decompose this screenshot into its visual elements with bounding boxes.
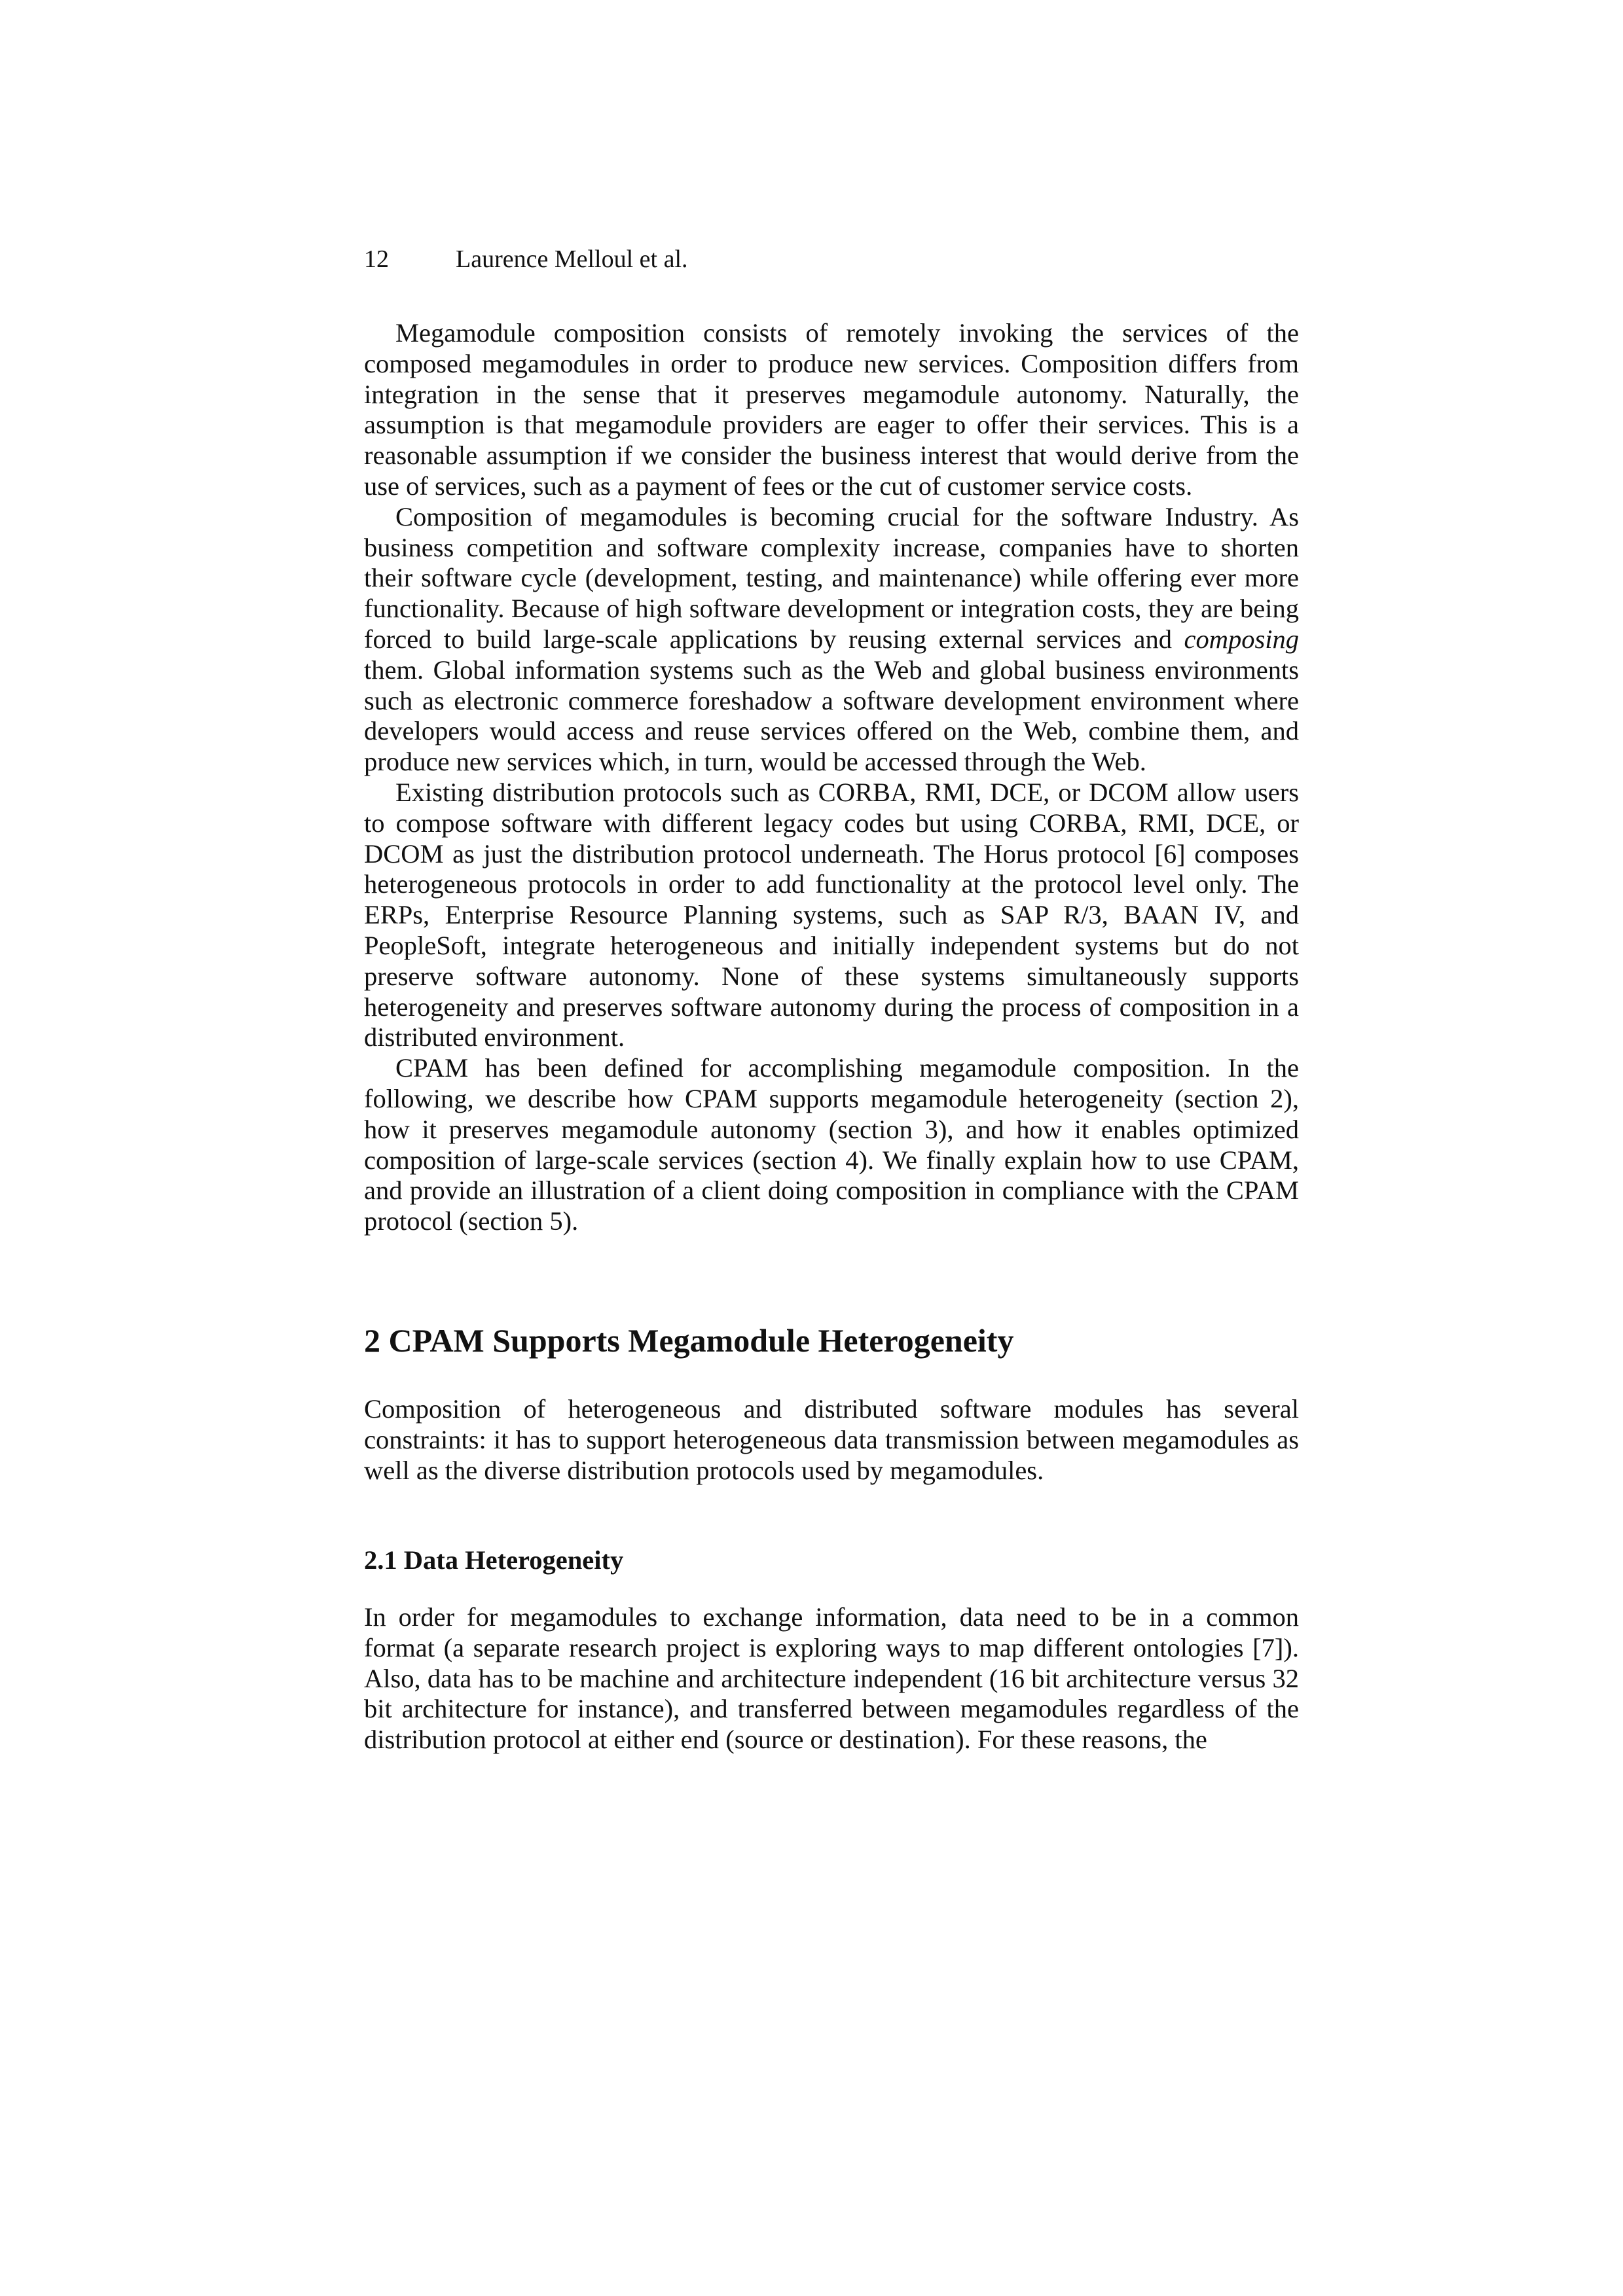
- intro-text: [364, 318, 1299, 1237]
- subsection-text: [364, 1602, 1299, 1755]
- intro-paragraph-2: [364, 502, 1299, 778]
- section-intro-paragraph: Composition of heterogeneous and distributed software modules has several constraints: it has to support heterogeneous data transmission between megamodules as well as the diverse distribution protocols used by megamodules.: [364, 1394, 1299, 1485]
- intro-paragraph-2-text-b: them. Global information systems such as the Web and global business environments such as electronic commerce foreshadow a software development environment where developers would access and reuse services offered on the Web, combine them, and produce new services which, in turn, would be accessed through the Web.: [364, 655, 1299, 777]
- intro-paragraph-2-text-a: Composition of megamodules is becoming crucial for the software Industry. As business competition and software complexity increase, companies have to shorten their software cycle (development, testing, and maintenance) while offering ever more functionality. Because of high software development or integration costs, they are being forced to build large-scale applications by reusing external services and: [364, 501, 1299, 654]
- subsection-paragraph: In order for megamodules to exchange information, data need to be in a common format (a separate research project is exploring ways to map different ontologies [7]). Also, data has to be machine and architecture independent (16 bit architecture versus 32 bit architecture for instance), and transferred between megamodules regardless of the distribution protocol at either end (source or destination). For these reasons, the: [364, 1602, 1299, 1755]
- intro-paragraph-3: Existing distribution protocols such as CORBA, RMI, DCE, or DCOM allow users to compose software with different legacy codes but using CORBA, RMI, DCE, or DCOM as just the distribution protocol underneath. The Horus protocol [6] composes heterogeneous protocols in order to add functionality at the protocol level only. The ERPs, Enterprise Resource Planning systems, such as SAP R/3, BAAN IV, and PeopleSoft, integrate heterogeneous and initially independent systems but do not preserve software autonomy. None of these systems simultaneously supports heterogeneity and preserves software autonomy during the process of composition in a distributed environment.: [364, 777, 1299, 1052]
- section-intro-text: [364, 1394, 1299, 1486]
- running-head-authors: Laurence Melloul et al.: [456, 245, 688, 273]
- section-heading: 2 CPAM Supports Megamodule Heterogeneity: [364, 1322, 1014, 1359]
- running-head: [364, 243, 688, 275]
- composing-emphasis: composing: [1184, 624, 1299, 654]
- intro-paragraph-4: CPAM has been defined for accomplishing megamodule composition. In the following, we describe how CPAM supports megamodule heterogeneity (section 2), how it preserves megamodule autonomy (section 3), and how it enables optimized composition of large-scale services (section 4). We finally explain how to use CPAM, and provide an illustration of a client doing composition in compliance with the CPAM protocol (section 5).: [364, 1053, 1299, 1236]
- subsection-heading: 2.1 Data Heterogeneity: [364, 1545, 624, 1575]
- page-number: 12: [364, 245, 389, 273]
- intro-paragraph-1: Megamodule composition consists of remotely invoking the services of the composed megamodules in order to produce new services. Composition differs from integration in the sense that it preserves megamodule autonomy. Naturally, the assumption is that megamodule providers are eager to offer their services. This is a reasonable assumption if we consider the business interest that would derive from the use of services, such as a payment of fees or the cut of customer service costs.: [364, 318, 1299, 501]
